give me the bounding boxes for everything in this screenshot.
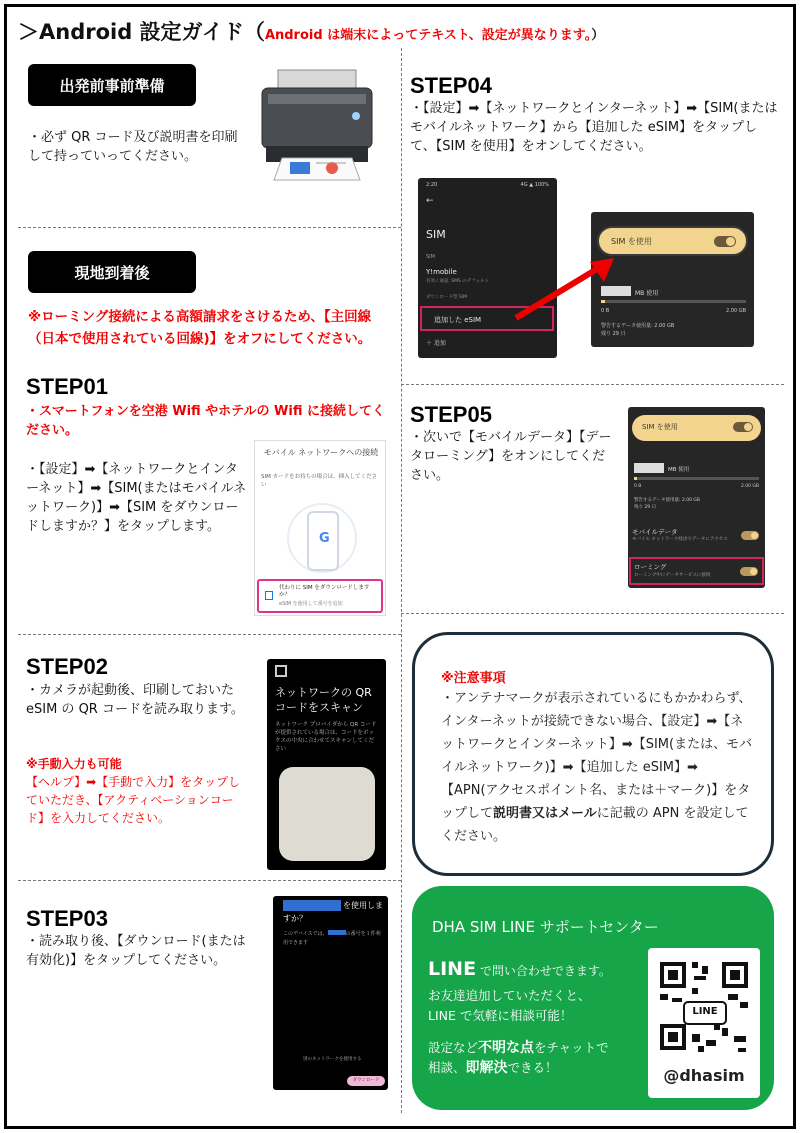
screen-title: ネットワークの QR コードをスキャン <box>275 686 372 714</box>
roaming-label: ローミング <box>634 563 667 571</box>
usage-bar <box>601 300 746 303</box>
step03-title: STEP03 <box>26 906 108 931</box>
on-arrival-heading: 現地到着後 <box>28 251 196 293</box>
carrier-status: 有効 / 通話, SMS のデフォルト <box>426 279 490 284</box>
usage-label: MB 使用 <box>635 290 659 297</box>
printer-icon <box>256 62 378 184</box>
divider <box>401 384 784 385</box>
step02-title: STEP02 <box>26 654 108 679</box>
caution-heading: ※注意事項 <box>441 671 506 686</box>
data-warning: 警告するデータ使用量: 2.00 GB <box>634 498 700 503</box>
support-title: DHA SIM LINE サポートセンター <box>432 918 659 936</box>
toggle-switch[interactable] <box>733 422 753 432</box>
days-remaining: 残り 29 日 <box>601 331 626 337</box>
qr-line-label: LINE <box>692 1006 718 1017</box>
step01-title: STEP01 <box>26 374 108 399</box>
step01-red-text: ・スマートフォンを空港 Wifi やホテルの Wifi に接続してください。 <box>26 404 386 438</box>
screen-body-prefix: このデバイスでは、 <box>283 931 328 937</box>
added-esim-label: 追加した eSIM <box>434 316 482 324</box>
arrow-icon <box>510 252 620 324</box>
support-line: 設定など不明な点をチャットで <box>428 1040 609 1056</box>
download-button[interactable]: ダウンロード <box>347 1076 385 1086</box>
line-handle: @dhasim <box>663 1066 745 1085</box>
use-sim-toggle-row[interactable] <box>632 415 761 441</box>
toggle-label: SIM を使用 <box>642 423 678 431</box>
step05-title: STEP05 <box>410 402 492 427</box>
camera-viewfinder <box>279 767 375 861</box>
usage-label: MB 使用 <box>668 467 690 473</box>
mobile-data-sub: モバイル ネットワーク経由でデータにアクセス <box>632 537 728 542</box>
toggle-label: SIM を使用 <box>611 237 652 246</box>
manual-input-heading: ※手動入力も可能 <box>26 757 122 771</box>
back-arrow-icon[interactable]: ← <box>426 196 434 206</box>
line-qr-code[interactable] <box>648 948 760 1098</box>
redacted-carrier <box>328 930 346 935</box>
mobile-data-label[interactable]: モバイルデータ <box>632 528 678 536</box>
sim-icon <box>265 591 273 600</box>
mobile-data-toggle[interactable] <box>741 531 759 540</box>
usage-max: 2.00 GB <box>725 308 746 314</box>
manual-input-text: 【ヘルプ】➡【手動で入力】をタップしていただき、【アクティベーションコード】を入力してください。 <box>26 775 241 825</box>
step05-screenshot <box>628 407 765 588</box>
page-title: ＞Android 設定ガイド（Android は端末によってテキスト、設定が異なります。） <box>18 20 605 44</box>
usage-min: 0 B <box>634 484 642 489</box>
screen-title: モバイル ネットワークへの接続 <box>263 448 379 457</box>
caution-text: ・アンテナマークが表示されているにもかかわらず、インターネットが接続できない場合、【設定】➡【ネットワークとインターネット】➡【SIM(または、モバイルネットワーク)】➡【追加した eSIM】➡【APN(アクセスポイント名、または＋マーク)】をタップして説明書又はメールに記載の APN を設定してください。 <box>441 691 753 844</box>
divider <box>18 634 401 635</box>
status-icons: 4G ▲ 100% <box>520 182 549 188</box>
step03-text: ・読み取り後、【ダウンロード(または有効化)】をタップしてください。 <box>26 934 246 968</box>
divider <box>18 227 401 228</box>
step04-title: STEP04 <box>410 73 492 98</box>
header-note: Android は端末によってテキスト、設定が異なります。 <box>264 28 592 43</box>
step04-text: ・【設定】➡【ネットワークとインターネット】➡【SIM(またはモバイルネットワーク】から【追加した eSIM】をタップして、【SIM を使用】をオンしてください。 <box>410 101 778 154</box>
usage-min: 0 B <box>601 308 610 314</box>
step01-screenshot <box>254 440 386 616</box>
use-other-network-link[interactable]: 別のネットワークを使用する <box>303 1057 362 1062</box>
before-departure-text: ・必ず QR コード及び説明書を印刷して持っていってください。 <box>28 130 238 164</box>
step01-text: ・【設定】➡【ネットワークとインターネット】➡【SIM(またはモバイルネットワーク)】➡【SIM をダウンロードしますか？】をタップします。 <box>26 462 247 534</box>
screen-body: ネットワーク プロバイダから QR コードが提供されている場合は、コードをボックスの中央に合わせてスキャンしてください <box>275 722 377 752</box>
divider <box>18 880 401 881</box>
roaming-toggle[interactable] <box>740 567 758 576</box>
before-departure-heading: 出発前事前準備 <box>28 64 196 106</box>
days-remaining: 残り 29 日 <box>634 505 657 510</box>
divider <box>401 613 784 614</box>
support-line: 相談、即解決できる！ <box>428 1060 558 1076</box>
google-g-icon: G <box>319 531 330 546</box>
add-item[interactable]: ＋ 追加 <box>426 340 446 347</box>
screen-body: SIM カードをお持ちの場合は、挿入してください <box>261 474 378 488</box>
screen-body-suffix: の番号を１件利用できます <box>283 931 381 946</box>
roaming-sub: ローミング中にデータサービスに接続 <box>634 573 711 578</box>
status-time: 2:20 <box>426 182 438 188</box>
download-sim-option[interactable] <box>257 579 383 613</box>
step03-screenshot <box>273 896 388 1090</box>
step02-screenshot <box>267 659 386 870</box>
caution-box <box>412 632 774 876</box>
screen-title: を使用しますか？ <box>283 901 383 923</box>
section-label: ダウンロード型 SIM <box>426 295 467 300</box>
roaming-row[interactable] <box>629 557 764 585</box>
section-label: SIM <box>426 254 435 260</box>
qr-scan-icon <box>275 665 287 677</box>
column-divider <box>401 48 402 1113</box>
data-warning: 警告するデータ使用量: 2.00 GB <box>601 323 675 329</box>
support-line: LINE で気軽に相談可能！ <box>428 1008 573 1023</box>
option-label: 代わりに SIM をダウンロードしますか？ <box>279 585 370 598</box>
step02-text: ・カメラが起動後、印刷しておいた eSIM の QR コードを読み取ります。 <box>26 683 244 717</box>
option-sublabel: eSIM を使用して番号を追加 <box>279 601 343 607</box>
roaming-warning: ※ローミング接続による高額請求をさけるため、【主回線（日本で使用されている回線)】をオフにしてください。 <box>28 309 372 347</box>
line-contact-text: LINE で問い合わせできます。 <box>428 958 611 980</box>
redacted-value <box>634 463 664 473</box>
screen-title: SIM <box>426 228 446 241</box>
carrier-name[interactable]: Y!mobile <box>426 268 457 276</box>
support-line: お友達追加していただくと、 <box>428 988 591 1003</box>
step05-text: ・次いで【モバイルデータ】【データローミング】をオンにしてください。 <box>410 430 612 483</box>
toggle-switch[interactable] <box>714 236 736 247</box>
usage-bar <box>634 477 759 480</box>
usage-max: 2.00 GB <box>740 484 759 489</box>
